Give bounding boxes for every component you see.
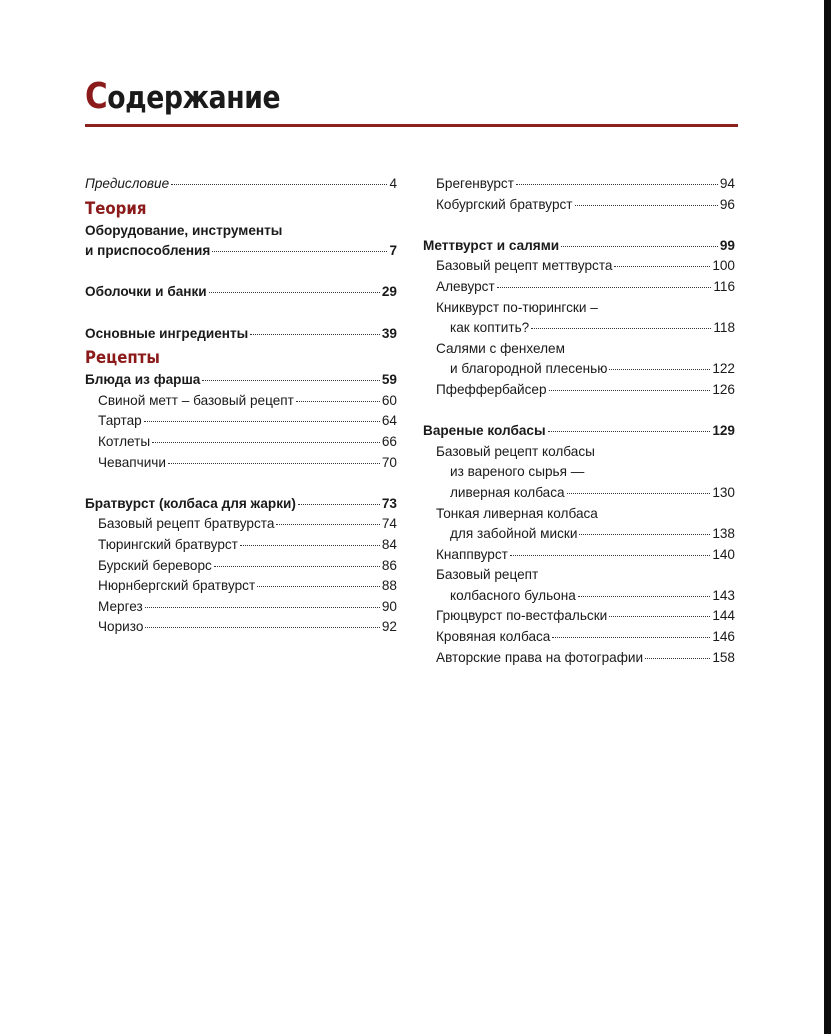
- toc-entry-title: Блюда из фарша: [85, 372, 201, 388]
- toc-page-number: 73: [381, 495, 397, 511]
- toc-entry-title: Кровяная колбаса: [436, 629, 551, 645]
- toc-entry-title: Мергез: [98, 598, 143, 614]
- toc-page-number: 90: [381, 598, 397, 614]
- toc-entry[interactable]: [85, 453, 397, 474]
- toc-entry-title: Чевапчичи: [98, 454, 166, 470]
- toc-entry-equipment[interactable]: [85, 241, 397, 262]
- dot-leader: [276, 524, 379, 525]
- toc-page-number: 146: [712, 629, 735, 645]
- dot-leader: [257, 586, 380, 587]
- toc-page-number: 144: [712, 608, 735, 624]
- toc-entry-title: для забойной миски: [450, 526, 578, 542]
- toc-page-number: 29: [381, 284, 397, 300]
- toc-entry-title: Алевурст: [436, 278, 495, 294]
- toc-entry[interactable]: [423, 174, 735, 195]
- toc-entry[interactable]: [85, 617, 397, 638]
- toc-page-number: 39: [381, 325, 397, 341]
- dot-leader: [575, 205, 718, 206]
- dot-leader: [240, 545, 380, 546]
- dot-leader: [579, 534, 710, 535]
- dot-leader: [510, 555, 710, 556]
- toc-entry-ingredients[interactable]: [85, 324, 397, 345]
- toc-entry-title: Кнаппвурст: [436, 546, 508, 562]
- dot-leader: [250, 334, 380, 335]
- toc-page-number: 86: [381, 557, 397, 573]
- dot-leader: [296, 401, 380, 402]
- toc-page-number: 138: [712, 526, 735, 542]
- dot-leader: [497, 287, 712, 288]
- section-heading-recipes: Рецепты: [85, 348, 160, 369]
- dot-leader: [567, 493, 711, 494]
- dot-leader: [202, 380, 380, 381]
- toc-page-number: 94: [719, 176, 735, 191]
- dot-leader: [549, 390, 711, 391]
- dot-leader: [168, 463, 380, 464]
- toc-page-number: 70: [381, 454, 397, 470]
- toc-page-number: 74: [381, 516, 397, 532]
- toc-entry-title: ливерная колбаса: [450, 484, 565, 500]
- dot-leader: [614, 266, 710, 267]
- dot-leader: [578, 596, 710, 597]
- toc-entry[interactable]: [423, 483, 735, 504]
- toc-entry-equipment-line1[interactable]: Оборудование, инструменты: [85, 222, 283, 238]
- toc-page-number: 100: [712, 258, 735, 274]
- dot-leader: [516, 184, 718, 185]
- toc-entry-preface[interactable]: [85, 174, 397, 195]
- toc-entry[interactable]: [423, 277, 735, 298]
- toc-entry-title: Бурский береворс: [98, 557, 212, 573]
- toc-entry[interactable]: [423, 524, 735, 545]
- toc-entry-title: Котлеты: [98, 433, 151, 449]
- title-rule: [85, 124, 738, 127]
- toc-entry[interactable]: [423, 586, 735, 607]
- toc-entry-line[interactable]: из вареного сырья —: [450, 464, 585, 480]
- spacer: [85, 473, 397, 494]
- toc-entry-title: Брегенвурст: [436, 176, 514, 191]
- toc-page-number: 158: [712, 649, 735, 665]
- toc-entry-line[interactable]: Базовый рецепт: [436, 567, 539, 583]
- toc-entry-line[interactable]: Книквурст по-тюрингски –: [436, 299, 598, 315]
- toc-page-number: 64: [381, 413, 397, 429]
- toc-entry-title: Чоризо: [98, 619, 144, 635]
- toc-entry-title: и приспособления: [85, 243, 211, 259]
- toc-entry-title: Основные ингредиенты: [85, 325, 249, 341]
- toc-entry[interactable]: [85, 597, 397, 618]
- toc-entry[interactable]: [423, 195, 735, 216]
- toc-entry-title: как коптить?: [450, 320, 530, 336]
- toc-entry[interactable]: [423, 606, 735, 627]
- toc-entry-title: Кобургский братвурст: [436, 196, 573, 212]
- toc-entry-mettwurst[interactable]: [423, 236, 735, 257]
- toc-entry-line[interactable]: Базовый рецепт колбасы: [436, 443, 595, 459]
- dot-leader: [531, 328, 711, 329]
- toc-page-number: 4: [389, 176, 397, 191]
- toc-entry[interactable]: [85, 535, 397, 556]
- title-rest: одержание: [107, 80, 281, 116]
- toc-entry-title: Нюрнбергский братвурст: [98, 578, 256, 594]
- toc-entry[interactable]: [85, 411, 397, 432]
- toc-right-column: [423, 174, 735, 668]
- dot-leader: [144, 421, 380, 422]
- toc-entry[interactable]: [85, 391, 397, 412]
- toc-entry-title: Тартар: [98, 413, 142, 429]
- toc-page-number: 96: [719, 196, 735, 212]
- title-first-letter: С: [85, 76, 108, 117]
- toc-entry-title: Вареные колбасы: [423, 423, 546, 439]
- toc-entry[interactable]: [423, 256, 735, 277]
- spacer: [85, 262, 397, 283]
- toc-entry-line[interactable]: Салями с фенхелем: [436, 340, 565, 356]
- toc-entry-line[interactable]: Тонкая ливерная колбаса: [436, 505, 598, 521]
- toc-entry[interactable]: [85, 556, 397, 577]
- toc-entry-title: колбасного бульона: [450, 587, 576, 603]
- toc-entry[interactable]: [423, 318, 735, 339]
- toc-entry[interactable]: [85, 514, 397, 535]
- toc-entry[interactable]: [423, 627, 735, 648]
- toc-entry-boiled[interactable]: [423, 421, 735, 442]
- toc-entry-title: Братвурст (колбаса для жарки): [85, 495, 296, 511]
- dot-leader: [561, 246, 718, 247]
- toc-entry[interactable]: [423, 359, 735, 380]
- page-edge: [824, 0, 831, 1034]
- toc-entry[interactable]: [85, 576, 397, 597]
- toc-entry-title: Предисловие: [85, 176, 170, 191]
- dot-leader: [145, 627, 379, 628]
- toc-page-number: 122: [712, 361, 735, 377]
- section-heading-theory: Теория: [85, 198, 147, 219]
- toc-page-number: 116: [713, 278, 735, 294]
- toc-page-number: 7: [389, 243, 397, 259]
- toc-entry[interactable]: [85, 432, 397, 453]
- toc-page-number: 60: [381, 392, 397, 408]
- toc-entry-title: Грюцвурст по-вестфальски: [436, 608, 608, 624]
- toc-page-number: 130: [712, 484, 735, 500]
- dot-leader: [609, 369, 710, 370]
- dot-leader: [171, 184, 387, 185]
- toc-entry-title: Тюрингский братвурст: [98, 536, 238, 552]
- toc-page-number: 126: [712, 381, 735, 397]
- toc-page-number: 59: [381, 372, 397, 388]
- dot-leader: [145, 607, 380, 608]
- toc-page-number: 118: [713, 320, 735, 336]
- spacer: [85, 303, 397, 324]
- dot-leader: [552, 637, 710, 638]
- toc-entry-mince[interactable]: [85, 370, 397, 391]
- toc-entry-title: и благородной плесенью: [450, 361, 608, 377]
- toc-page-number: 88: [381, 578, 397, 594]
- toc-page-number: 99: [719, 237, 735, 253]
- page-title: [85, 76, 280, 117]
- toc-page-number: 143: [712, 587, 735, 603]
- toc-entry-title: Меттвурст и салями: [423, 237, 560, 253]
- toc-page-number: 140: [712, 546, 735, 562]
- dot-leader: [609, 616, 710, 617]
- toc-entry[interactable]: [423, 545, 735, 566]
- toc-page-number: 66: [381, 433, 397, 449]
- dot-leader: [548, 431, 711, 432]
- toc-page-number: 92: [381, 619, 397, 635]
- toc-entry-bratwurst[interactable]: [85, 494, 397, 515]
- dot-leader: [212, 251, 387, 252]
- toc-entry[interactable]: [423, 648, 735, 669]
- toc-entry-title: Пфеффербайсер: [436, 381, 547, 397]
- dot-leader: [209, 292, 380, 293]
- toc-left-column: [85, 174, 397, 638]
- dot-leader: [298, 504, 380, 505]
- dot-leader: [152, 442, 380, 443]
- toc-entry-title: Базовый рецепт братвурста: [98, 516, 275, 532]
- toc-page-number: 84: [381, 536, 397, 552]
- dot-leader: [214, 566, 380, 567]
- toc-entry-title: Оболочки и банки: [85, 284, 207, 300]
- toc-entry-title: Авторские права на фотографии: [436, 649, 644, 665]
- toc-entry[interactable]: [423, 380, 735, 401]
- dot-leader: [645, 658, 710, 659]
- toc-entry-title: Свиной метт – базовый рецепт: [98, 392, 294, 408]
- toc-entry-casings[interactable]: [85, 282, 397, 303]
- toc-entry-title: Базовый рецепт меттвурста: [436, 258, 613, 274]
- spacer: [423, 401, 735, 422]
- toc-page-number: 129: [712, 423, 735, 439]
- spacer: [423, 215, 735, 236]
